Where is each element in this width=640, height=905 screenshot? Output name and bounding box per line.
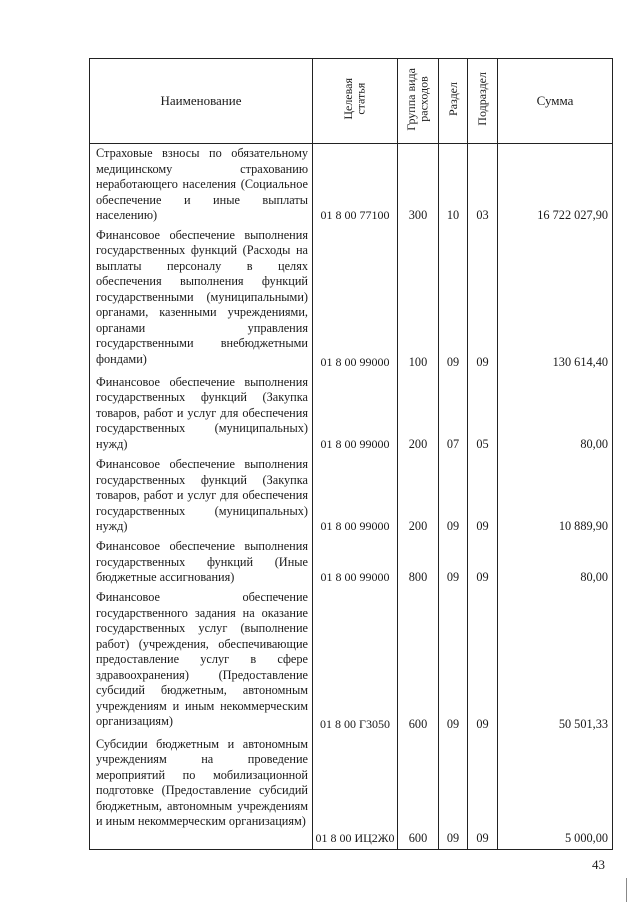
row-subsection: 09	[468, 588, 498, 735]
row-target-article: 01 8 00 99000	[313, 226, 398, 373]
page-number: 43	[592, 857, 605, 872]
table-row	[90, 144, 613, 226]
row-expense-group: 300	[398, 144, 439, 226]
row-target-article: 01 8 00 99000	[313, 373, 398, 455]
row-subsection: 09	[468, 735, 498, 850]
header-expense-group: Группа вида расходов	[398, 59, 439, 144]
scan-edge-mark	[626, 878, 627, 902]
row-name: Субсидии бюджетным и автономным учреждениям на проведение мероприятий по мобилизационной подготовке (Предоставление субсидий бюджетным, автономным учреждениям и иным некоммерческим организациям)	[90, 735, 313, 850]
row-target-article: 01 8 00 99000	[313, 455, 398, 537]
table-header-row	[90, 59, 613, 144]
row-section: 09	[439, 735, 468, 850]
row-section: 09	[439, 455, 468, 537]
budget-table	[89, 58, 613, 850]
row-name: Финансовое обеспечение государственного задания на оказание государственных услуг (выполнение работ) (учреждения, обеспечивающие предоставление услуг в сфере здравоохранения) (Предоставление субсидий бюджетным, автономным учреждениям и иным некоммерческим организациям)	[90, 588, 313, 735]
row-name: Финансовое обеспечение выполнения государственных функций (Закупка товаров, работ и услуг для обеспечения государственных (муниципальных) нужд)	[90, 455, 313, 537]
table-row	[90, 373, 613, 455]
row-expense-group: 800	[398, 537, 439, 588]
row-sum: 5 000,00	[498, 735, 613, 850]
row-target-article: 01 8 00 Г3050	[313, 588, 398, 735]
table-row	[90, 537, 613, 588]
table-row	[90, 226, 613, 373]
row-section: 07	[439, 373, 468, 455]
table-row	[90, 735, 613, 850]
row-expense-group: 200	[398, 455, 439, 537]
row-sum: 16 722 027,90	[498, 144, 613, 226]
row-section: 10	[439, 144, 468, 226]
header-sum: Сумма	[498, 59, 613, 144]
row-name: Финансовое обеспечение выполнения государственных функций (Закупка товаров, работ и услуг для обеспечения государственных (муниципальных) нужд)	[90, 373, 313, 455]
row-expense-group: 600	[398, 588, 439, 735]
row-subsection: 03	[468, 144, 498, 226]
row-expense-group: 200	[398, 373, 439, 455]
header-subsection: Подраздел	[468, 59, 498, 144]
row-subsection: 09	[468, 226, 498, 373]
row-sum: 10 889,90	[498, 455, 613, 537]
row-name: Страховые взносы по обязательному медицинскому страхованию неработающего населения (Социальное обеспечение и иные выплаты населению)	[90, 144, 313, 226]
row-name: Финансовое обеспечение выполнения государственных функций (Расходы на выплаты персоналу в целях обеспечения выполнения функций государственными (муниципальными) органами, казенными учреждениями, органами управления государственными внебюджетными фондами)	[90, 226, 313, 373]
row-sum: 130 614,40	[498, 226, 613, 373]
row-sum: 80,00	[498, 537, 613, 588]
row-sum: 80,00	[498, 373, 613, 455]
row-section: 09	[439, 537, 468, 588]
table-row	[90, 588, 613, 735]
row-subsection: 05	[468, 373, 498, 455]
row-section: 09	[439, 226, 468, 373]
row-target-article: 01 8 00 99000	[313, 537, 398, 588]
header-section: Раздел	[439, 59, 468, 144]
row-subsection: 09	[468, 537, 498, 588]
row-expense-group: 100	[398, 226, 439, 373]
row-target-article: 01 8 00 ИЦ2Ж0	[313, 735, 398, 850]
header-name: Наименование	[90, 59, 313, 144]
row-subsection: 09	[468, 455, 498, 537]
header-target-article: Целевая статья	[313, 59, 398, 144]
row-section: 09	[439, 588, 468, 735]
row-target-article: 01 8 00 77100	[313, 144, 398, 226]
table-row	[90, 455, 613, 537]
row-name: Финансовое обеспечение выполнения государственных функций (Иные бюджетные ассигнования)	[90, 537, 313, 588]
row-sum: 50 501,33	[498, 588, 613, 735]
row-expense-group: 600	[398, 735, 439, 850]
